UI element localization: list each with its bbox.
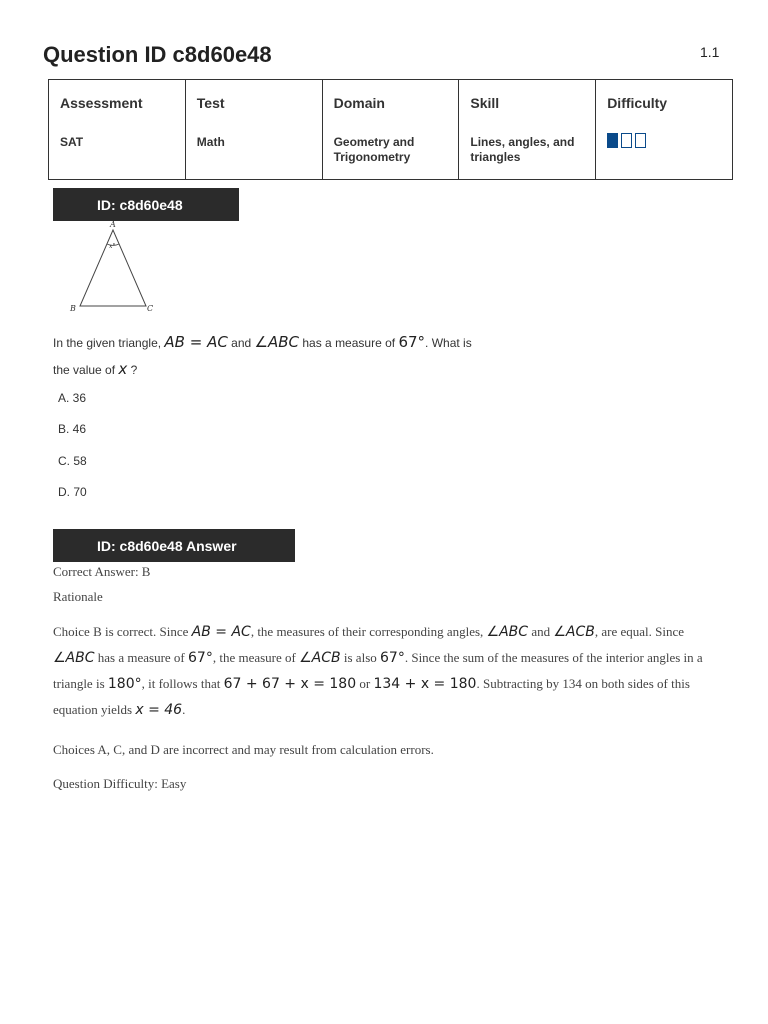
difficulty-block-filled (607, 133, 618, 148)
question-text-part: . What is the value of (53, 336, 472, 377)
skill-value: Lines, angles, and triangles (470, 135, 575, 164)
domain-value: Geometry and Trigonometry (333, 135, 415, 164)
skill-cell (459, 80, 596, 180)
question-info-table (48, 79, 733, 180)
math-expression: x = 46 (135, 702, 183, 718)
rationale-text-part: or (359, 676, 371, 691)
rationale-text-part: , the measure of (212, 650, 296, 665)
difficulty-block-empty (621, 133, 632, 148)
difficulty-cell (596, 80, 733, 180)
question-id-banner: ID: c8d60e48 (53, 188, 239, 221)
choice-b: B. 46 (58, 422, 87, 436)
rationale-text-part: . Since the sum of the measures of the interior angles in a triangle is (53, 650, 703, 691)
vertex-a-label: A (110, 220, 116, 229)
math-expression: 67 + 67 + x = 180 (223, 676, 357, 692)
page-title: Question ID c8d60e48 (43, 42, 272, 67)
math-expression: 67° (380, 650, 405, 666)
math-expression: ∠ABC (53, 650, 95, 666)
rationale-text-part: , it follows that (141, 676, 221, 691)
math-expression: 67° (188, 650, 213, 666)
assessment-value: SAT (60, 135, 84, 149)
test-header: Test (196, 95, 225, 111)
rationale-heading: Rationale (53, 589, 103, 604)
vertex-b-label: B (70, 304, 76, 313)
math-expression: ∠ACB (299, 650, 341, 666)
answer-id-banner: ID: c8d60e48 Answer (53, 529, 295, 562)
rationale-text-part: Choice B is correct. Since (53, 624, 189, 639)
page-number: 1.1 (700, 44, 720, 60)
question-text-part: In the given triangle, (53, 336, 162, 350)
question-info-row (49, 80, 733, 180)
rationale-text-part: . (182, 702, 186, 717)
test-cell (185, 80, 322, 180)
math-expression: AB = AC (191, 624, 251, 640)
rationale-text-part: and (531, 624, 551, 639)
choice-c: C. 58 (58, 454, 87, 468)
rationale-text-part: , are equal. Since (594, 624, 685, 639)
math-expression: x (118, 360, 128, 378)
triangle-figure (66, 218, 166, 318)
rationale-text (53, 619, 718, 723)
difficulty-block-empty (635, 133, 646, 148)
assessment-header: Assessment (60, 95, 143, 111)
question-difficulty: Question Difficulty: Easy (53, 776, 187, 791)
angle-x-label: x° (109, 243, 116, 250)
test-value: Math (196, 135, 225, 149)
question-text-part: ? (130, 363, 138, 377)
domain-cell (322, 80, 459, 180)
math-expression: ∠ACB (553, 624, 595, 640)
triangle-shape (80, 230, 146, 306)
choice-d: D. 70 (58, 485, 87, 499)
rationale-text-part: has a measure of (97, 650, 185, 665)
rationale-text-part: , the measures of their corresponding angles, (250, 624, 484, 639)
math-expression: 67° (398, 333, 426, 351)
correct-answer: Correct Answer: B (53, 564, 151, 579)
math-expression: 180° (107, 676, 142, 692)
difficulty-indicator (607, 133, 721, 149)
math-expression: ∠ABC (254, 333, 300, 351)
question-text-part: has a measure of (302, 336, 396, 350)
rationale-text-part: is also (343, 650, 377, 665)
assessment-cell (49, 80, 186, 180)
question-text-part: and (231, 336, 252, 350)
domain-header: Domain (333, 95, 385, 111)
rationale-text-part: . Subtracting by 134 on both sides of this equation yields (53, 676, 690, 717)
choice-a: A. 36 (58, 391, 87, 405)
math-expression: ∠ABC (486, 624, 529, 640)
math-expression: 134 + x = 180 (373, 676, 477, 692)
skill-header: Skill (470, 95, 500, 111)
incorrect-choices-note: Choices A, C, and D are incorrect and may result from calculation errors. (53, 742, 434, 757)
question-text (53, 329, 473, 383)
vertex-c-label: C (147, 304, 154, 313)
math-expression: AB = AC (164, 333, 228, 351)
difficulty-header: Difficulty (607, 95, 668, 111)
